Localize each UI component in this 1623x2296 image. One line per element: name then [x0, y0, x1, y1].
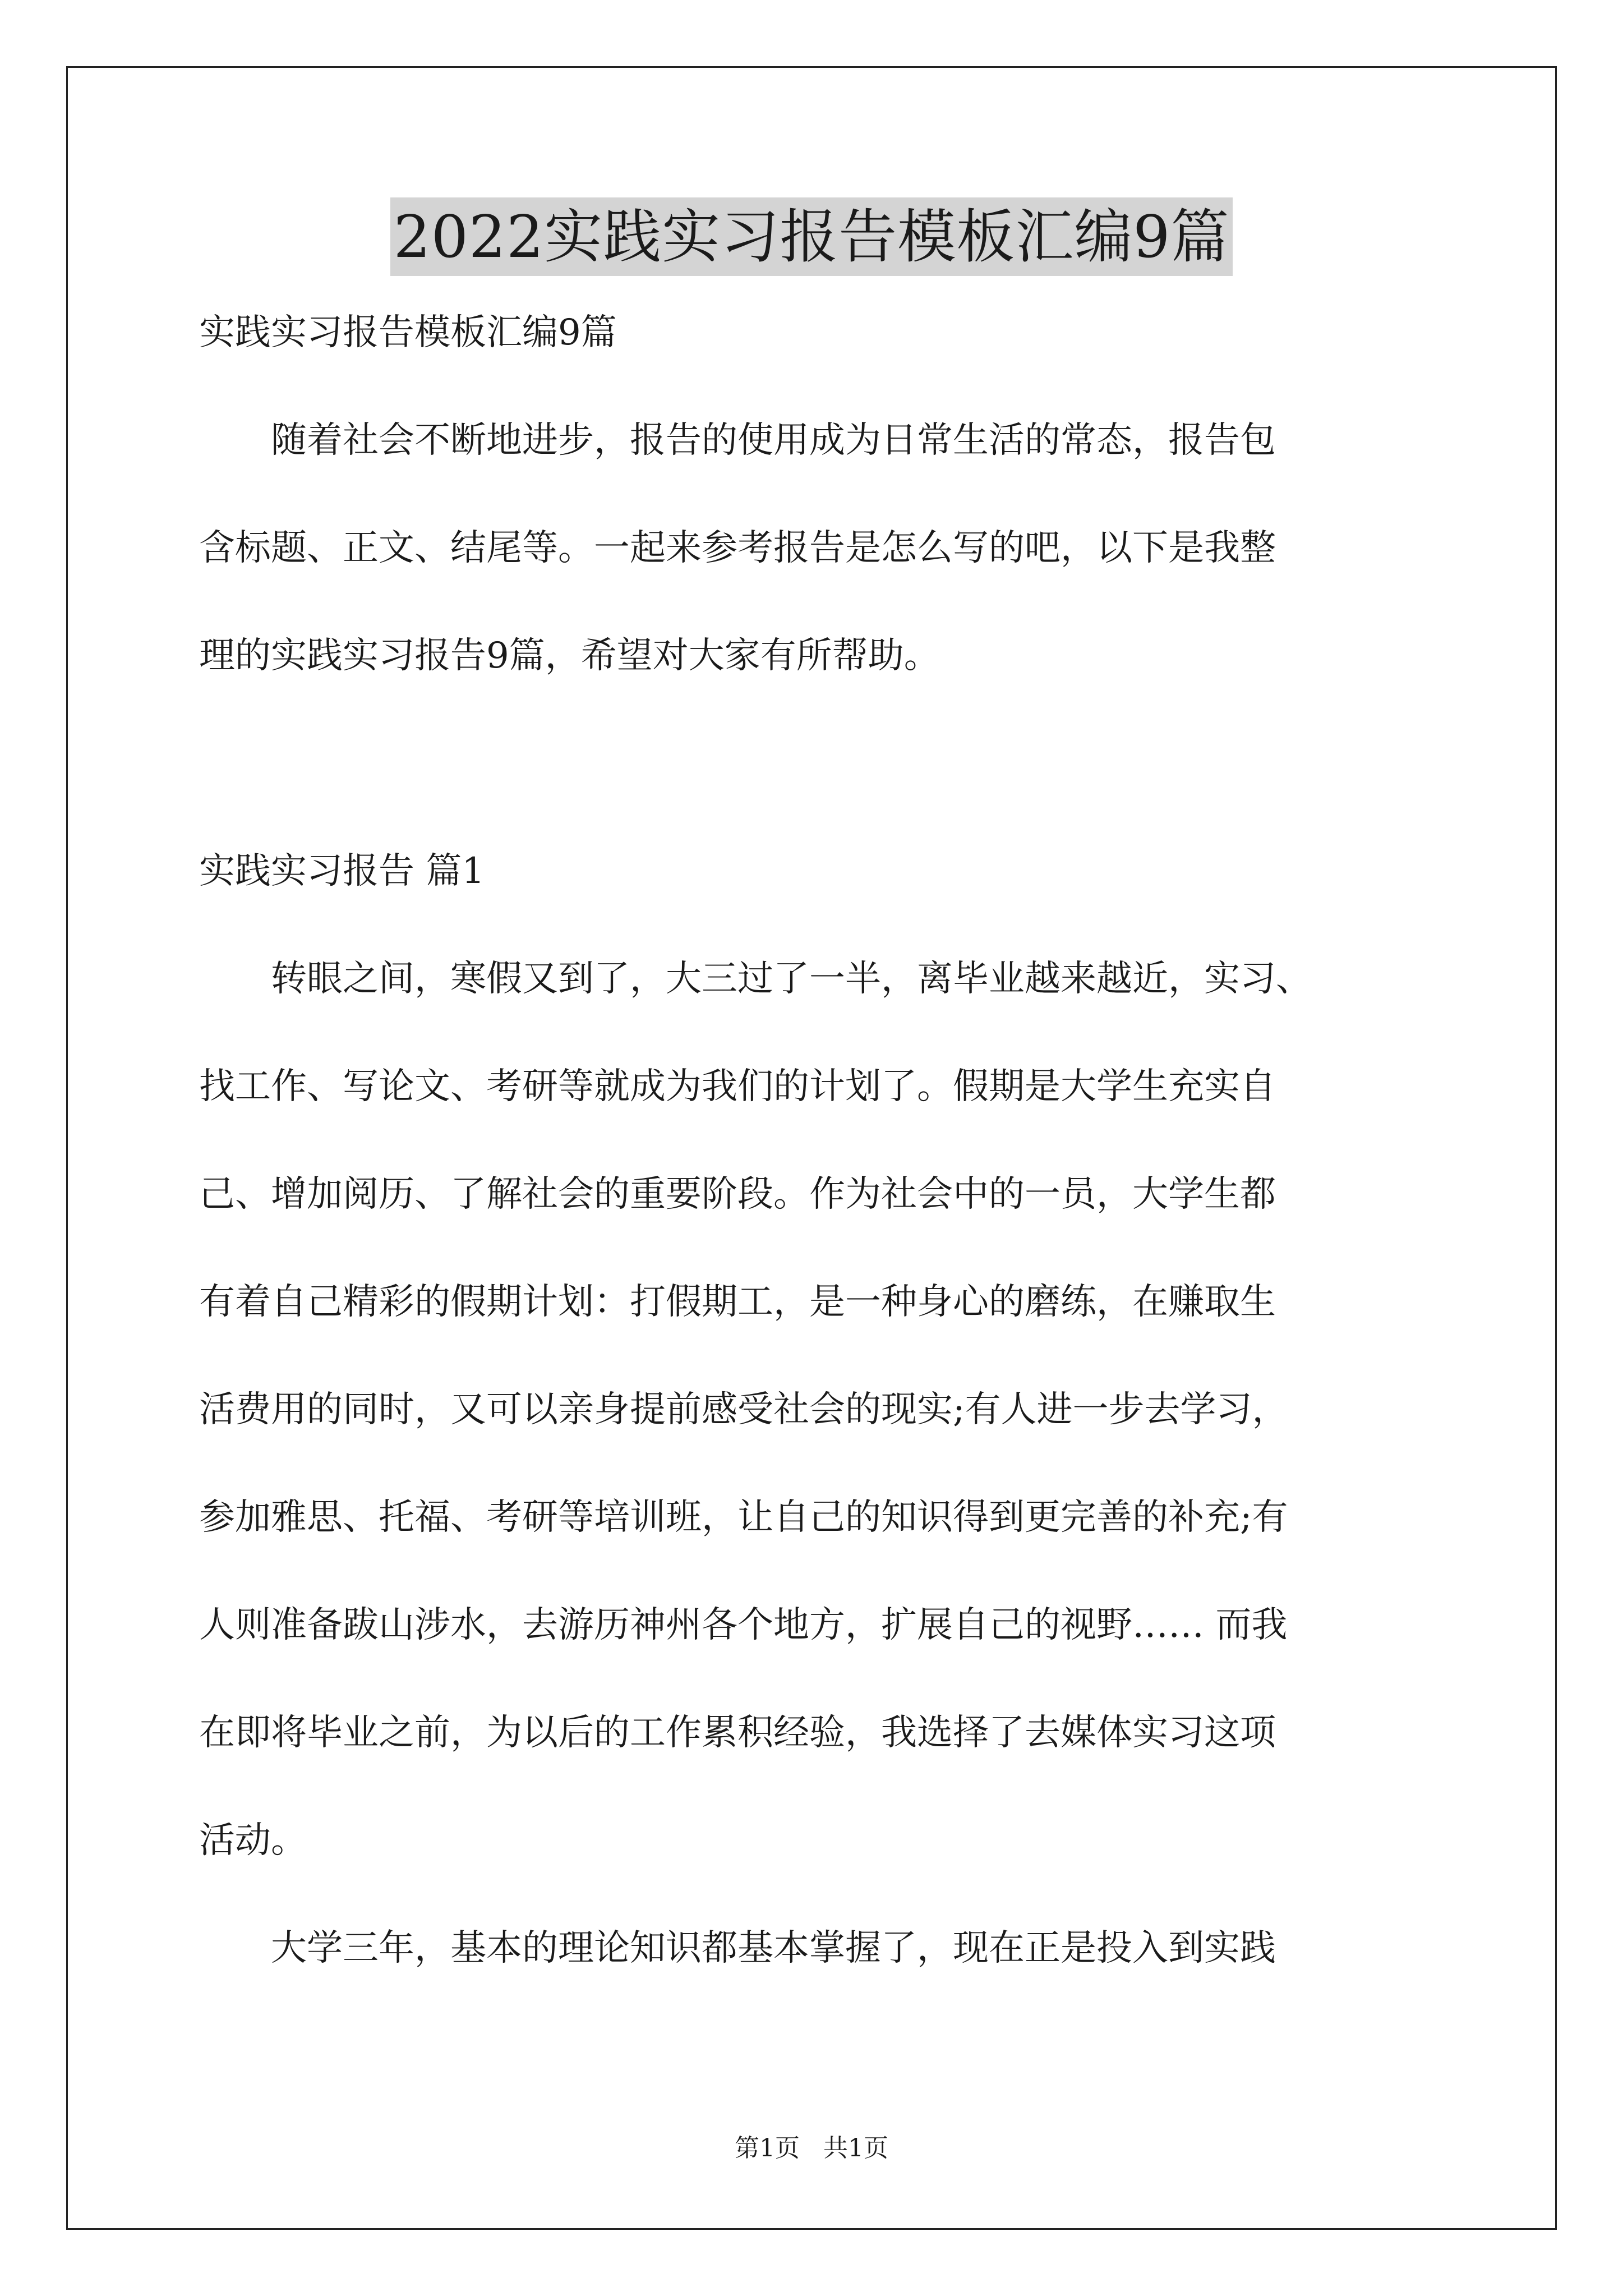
page-footer — [0, 2132, 1623, 2165]
document-body — [199, 306, 1433, 1975]
paragraph-line: 转眼之间，寒假又到了，大三过了一半，离毕业越来越近，实习、 — [271, 958, 1312, 1000]
paragraph-line: 人则准备跋山涉水，去游历神州各个地方，扩展自己的视野…… 而我 — [199, 1604, 1288, 1646]
section-heading: 实践实习报告 篇1 — [199, 850, 485, 892]
paragraph-line: 活动。 — [199, 1820, 307, 1861]
paragraph-line: 活费用的同时，又可以亲身提前感受社会的现实;有人进一步去学习， — [199, 1389, 1288, 1430]
paragraph-line: 有着自己精彩的假期计划：打假期工，是一种身心的磨练，在赚取生 — [199, 1281, 1276, 1323]
page-number: 第1页 共1页 — [735, 2134, 888, 2162]
intro-paragraph — [199, 413, 1433, 683]
title-container — [0, 197, 1623, 276]
paragraph-line: 大学三年，基本的理论知识都基本掌握了，现在正是投入到实践 — [271, 1927, 1276, 1969]
paragraph-line: 己、增加阅历、了解社会的重要阶段。作为社会中的一员，大学生都 — [199, 1174, 1276, 1215]
intro-line: 理的实践实习报告9篇，希望对大家有所帮助。 — [199, 635, 940, 677]
intro-line: 含标题、正文、结尾等。一起来参考报告是怎么写的吧，以下是我整 — [199, 527, 1276, 569]
intro-line: 随着社会不断地进步，报告的使用成为日常生活的常态，报告包 — [271, 420, 1276, 461]
section1-paragraph-1 — [199, 952, 1433, 1921]
section-spacer — [199, 683, 1433, 844]
paragraph-line: 在即将毕业之前，为以后的工作累积经验，我选择了去媒体实习这项 — [199, 1712, 1276, 1754]
paragraph-line: 参加雅思、托福、考研等培训班，让自己的知识得到更完善的补充;有 — [199, 1497, 1288, 1538]
document-title: 2022实践实习报告模板汇编9篇 — [390, 197, 1233, 276]
section1-paragraph-2 — [199, 1921, 1433, 1975]
document-subtitle: 实践实习报告模板汇编9篇 — [199, 312, 617, 353]
paragraph-line: 找工作、写论文、考研等就成为我们的计划了。假期是大学生充实自 — [199, 1066, 1276, 1107]
